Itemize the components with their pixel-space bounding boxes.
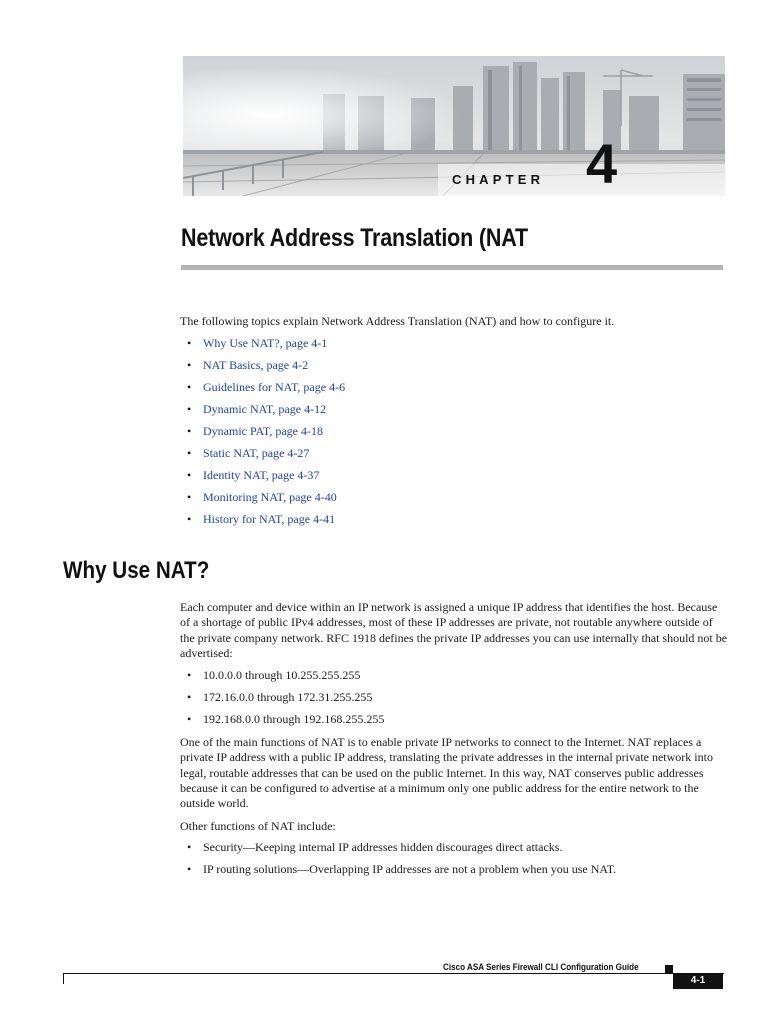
topic-link[interactable]: Static NAT, page 4-27 <box>203 446 310 460</box>
list-item <box>187 355 345 377</box>
topic-link[interactable]: Monitoring NAT, page 4-40 <box>203 490 337 504</box>
list-item: • 192.168.0.0 through 192.168.255.255 <box>187 709 384 731</box>
section-paragraph-1: Each computer and device within an IP network is assigned a unique IP address that identifies the host. Because of a shortage of public IPv4 addresses, most of these IP addresses are private, not routable anywhere outside of the private company network. RFC 1918 defines the private IP addresses you can use internally that should not be advertised: <box>180 600 728 660</box>
footer-guide-title: Cisco ASA Series Firewall CLI Configuration Guide <box>443 962 639 972</box>
nat-functions-list <box>187 837 616 881</box>
topic-link[interactable]: Dynamic PAT, page 4-18 <box>203 424 323 438</box>
chapter-number: 4 <box>586 132 618 195</box>
topic-link[interactable]: NAT Basics, page 4-2 <box>203 358 309 372</box>
topic-link[interactable]: Why Use NAT?, page 4-1 <box>203 336 328 350</box>
title-divider <box>181 265 723 270</box>
topic-link[interactable]: Guidelines for NAT, page 4-6 <box>203 380 346 394</box>
list-item: • IP routing solutions—Overlapping IP addresses are not a problem when you use NAT. <box>187 859 616 881</box>
private-range-list <box>187 665 384 731</box>
topic-link[interactable]: Identity NAT, page 4-37 <box>203 468 320 482</box>
list-item <box>187 443 345 465</box>
footer-divider <box>63 973 724 974</box>
section-paragraph-2: One of the main functions of NAT is to enable private IP networks to connect to the Internet. NAT replaces a private IP address with a public IP address, translating the private addresses in the internal private network into legal, routable addresses that can be used on the public Internet. In this way, NAT conserves public addresses because it can be configured to advertise at a minimum only one public address for the entire network to the outside world. <box>180 735 713 811</box>
section-paragraph-3: Other functions of NAT include: <box>180 819 336 833</box>
list-item <box>187 421 345 443</box>
list-item <box>187 487 345 509</box>
chapter-label: CHAPTER <box>452 172 545 187</box>
intro-text: The following topics explain Network Address Translation (NAT) and how to configure it. <box>180 314 615 328</box>
list-item: • 10.0.0.0 through 10.255.255.255 <box>187 665 384 687</box>
list-item <box>187 465 345 487</box>
list-item: • Security—Keeping internal IP addresses hidden discourages direct attacks. <box>187 837 616 859</box>
topic-link[interactable]: Dynamic NAT, page 4-12 <box>203 402 327 416</box>
list-item <box>187 399 345 421</box>
topic-link[interactable]: History for NAT, page 4-41 <box>203 512 336 526</box>
footer-marker <box>665 965 673 973</box>
page-number: 4-1 <box>673 973 723 989</box>
list-item <box>187 509 345 531</box>
topic-list <box>187 333 345 531</box>
footer-tick <box>63 973 64 984</box>
list-item: • 172.16.0.0 through 172.31.255.255 <box>187 687 384 709</box>
list-item <box>187 377 345 399</box>
section-heading: Why Use NAT? <box>63 557 210 584</box>
list-item <box>187 333 345 355</box>
chapter-title: Network Address Translation (NAT <box>181 224 528 252</box>
